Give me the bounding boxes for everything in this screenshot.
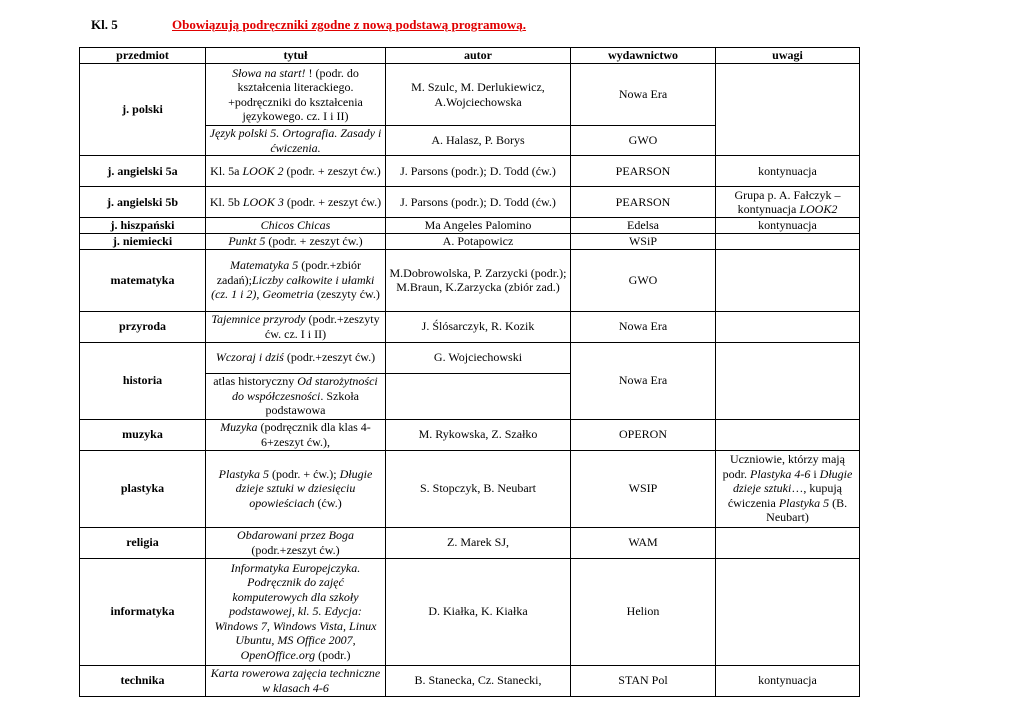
subject-cell: j. hiszpański (80, 218, 206, 234)
class-label: Kl. 5 (91, 17, 118, 32)
notes-cell: kontynuacja (716, 218, 860, 234)
table-header-row (80, 48, 860, 64)
notes-cell (716, 419, 860, 450)
author-cell: J. Parsons (podr.); D. Todd (ćw.) (386, 187, 571, 218)
table-row (80, 342, 860, 373)
title-cell: atlas historyczny Od starożytności do współczesności. Szkoła podstawowa (206, 373, 386, 419)
title-cell: Tajemnice przyrody (podr.+zeszyty ćw. cz. I i II) (206, 311, 386, 342)
publisher-cell: WAM (571, 527, 716, 558)
author-cell: J. Parsons (podr.); D. Todd (ćw.) (386, 156, 571, 187)
title-cell: Kl. 5a LOOK 2 (podr. + zeszyt ćw.) (206, 156, 386, 187)
table-row (80, 64, 860, 126)
publisher-cell: Nowa Era (571, 342, 716, 419)
author-cell: B. Stanecka, Cz. Stanecki, (386, 665, 571, 696)
publisher-cell: Helion (571, 558, 716, 665)
subject-cell: religia (80, 527, 206, 558)
title-cell: Punkt 5 (podr. + zeszyt ćw.) (206, 233, 386, 249)
title-cell: Plastyka 5 (podr. + ćw.); Długie dzieje sztuki w dziesięciu opowieściach (ćw.) (206, 450, 386, 527)
publisher-cell: PEARSON (571, 156, 716, 187)
notes-cell (716, 311, 860, 342)
table-row (80, 311, 860, 342)
subject-cell: j. polski (80, 64, 206, 156)
author-cell: Ma Angeles Palomino (386, 218, 571, 234)
title-cell: Karta rowerowa zajęcia techniczne w klasach 4-6 (206, 665, 386, 696)
title-cell: Wczoraj i dziś (podr.+zeszyt ćw.) (206, 342, 386, 373)
subject-cell: historia (80, 342, 206, 419)
table-row (80, 218, 860, 234)
author-cell: J. Ślósarczyk, R. Kozik (386, 311, 571, 342)
publisher-cell: GWO (571, 249, 716, 311)
notes-cell: Uczniowie, którzy mają podr. Plastyka 4-6 i Długie dzieje sztuki…, kupują ćwiczenia Plastyka 5 (B. Neubart) (716, 450, 860, 527)
header-publisher: wydawnictwo (571, 48, 716, 64)
table-row (80, 558, 860, 665)
notes-cell: Grupa p. A. Fałczyk – kontynuacja LOOK2 (716, 187, 860, 218)
publisher-cell: Nowa Era (571, 311, 716, 342)
publisher-cell: PEARSON (571, 187, 716, 218)
publisher-cell: STAN Pol (571, 665, 716, 696)
author-cell: D. Kiałka, K. Kiałka (386, 558, 571, 665)
header-subject: przedmiot (80, 48, 206, 64)
table-row (80, 187, 860, 218)
notes-cell (716, 249, 860, 311)
subject-cell: matematyka (80, 249, 206, 311)
publisher-cell: WSIP (571, 450, 716, 527)
author-cell (386, 373, 571, 419)
author-cell: Z. Marek SJ, (386, 527, 571, 558)
header-author: autor (386, 48, 571, 64)
title-cell: Język polski 5. Ortografia. Zasady i ćwiczenia. (206, 126, 386, 156)
author-cell: M.Dobrowolska, P. Zarzycki (podr.); M.Braun, K.Zarzycka (zbiór zad.) (386, 249, 571, 311)
subject-cell: j. angielski 5b (80, 187, 206, 218)
header-title: tytuł (206, 48, 386, 64)
title-cell: Słowa na start! ! (podr. do kształcenia literackiego. +podręczniki do kształcenia językowego. cz. I i II) (206, 64, 386, 126)
author-cell: S. Stopczyk, B. Neubart (386, 450, 571, 527)
title-cell: Muzyka (podręcznik dla klas 4-6+zeszyt ćw.), (206, 419, 386, 450)
notes-cell: kontynuacja (716, 665, 860, 696)
notes-cell: kontynuacja (716, 156, 860, 187)
table-row (80, 450, 860, 527)
subject-cell: przyroda (80, 311, 206, 342)
publisher-cell: GWO (571, 126, 716, 156)
table-row (80, 665, 860, 696)
publisher-cell: OPERON (571, 419, 716, 450)
title-cell: Kl. 5b LOOK 3 (podr. + zeszyt ćw.) (206, 187, 386, 218)
author-cell: A. Halasz, P. Borys (386, 126, 571, 156)
publisher-cell: Edelsa (571, 218, 716, 234)
title-cell: Informatyka Europejczyka. Podręcznik do zajęć komputerowych dla szkoły podstawowej, kl. 5. Edycja: Windows 7, Windows Vista, Linux Ubuntu, MS Office 2007, OpenOffice.org (podr.) (206, 558, 386, 665)
title-cell: Obdarowani przez Boga (podr.+zeszyt ćw.) (206, 527, 386, 558)
notes-cell (716, 527, 860, 558)
publisher-cell: Nowa Era (571, 64, 716, 126)
subject-cell: muzyka (80, 419, 206, 450)
table-row (80, 419, 860, 450)
header-note: Obowiązują podręczniki zgodne z nową podstawą programową. (172, 17, 527, 32)
publisher-cell: WSiP (571, 233, 716, 249)
author-cell: A. Potapowicz (386, 233, 571, 249)
notes-cell (716, 233, 860, 249)
subject-cell: informatyka (80, 558, 206, 665)
textbook-table (79, 47, 860, 697)
subject-cell: j. niemiecki (80, 233, 206, 249)
author-cell: G. Wojciechowski (386, 342, 571, 373)
notes-cell (716, 64, 860, 156)
subject-cell: j. angielski 5a (80, 156, 206, 187)
subject-cell: technika (80, 665, 206, 696)
subject-cell: plastyka (80, 450, 206, 527)
table-row (80, 156, 860, 187)
table-row (80, 527, 860, 558)
title-cell: Chicos Chicas (206, 218, 386, 234)
author-cell: M. Rykowska, Z. Szałko (386, 419, 571, 450)
table-row (80, 249, 860, 311)
title-cell: Matematyka 5 (podr.+zbiór zadań);Liczby całkowite i ułamki (cz. 1 i 2), Geometria (zeszyty ćw.) (206, 249, 386, 311)
author-cell: M. Szulc, M. Derlukiewicz, A.Wojciechowska (386, 64, 571, 126)
notes-cell (716, 558, 860, 665)
header-notes: uwagi (716, 48, 860, 64)
table-row (80, 233, 860, 249)
notes-cell (716, 342, 860, 419)
